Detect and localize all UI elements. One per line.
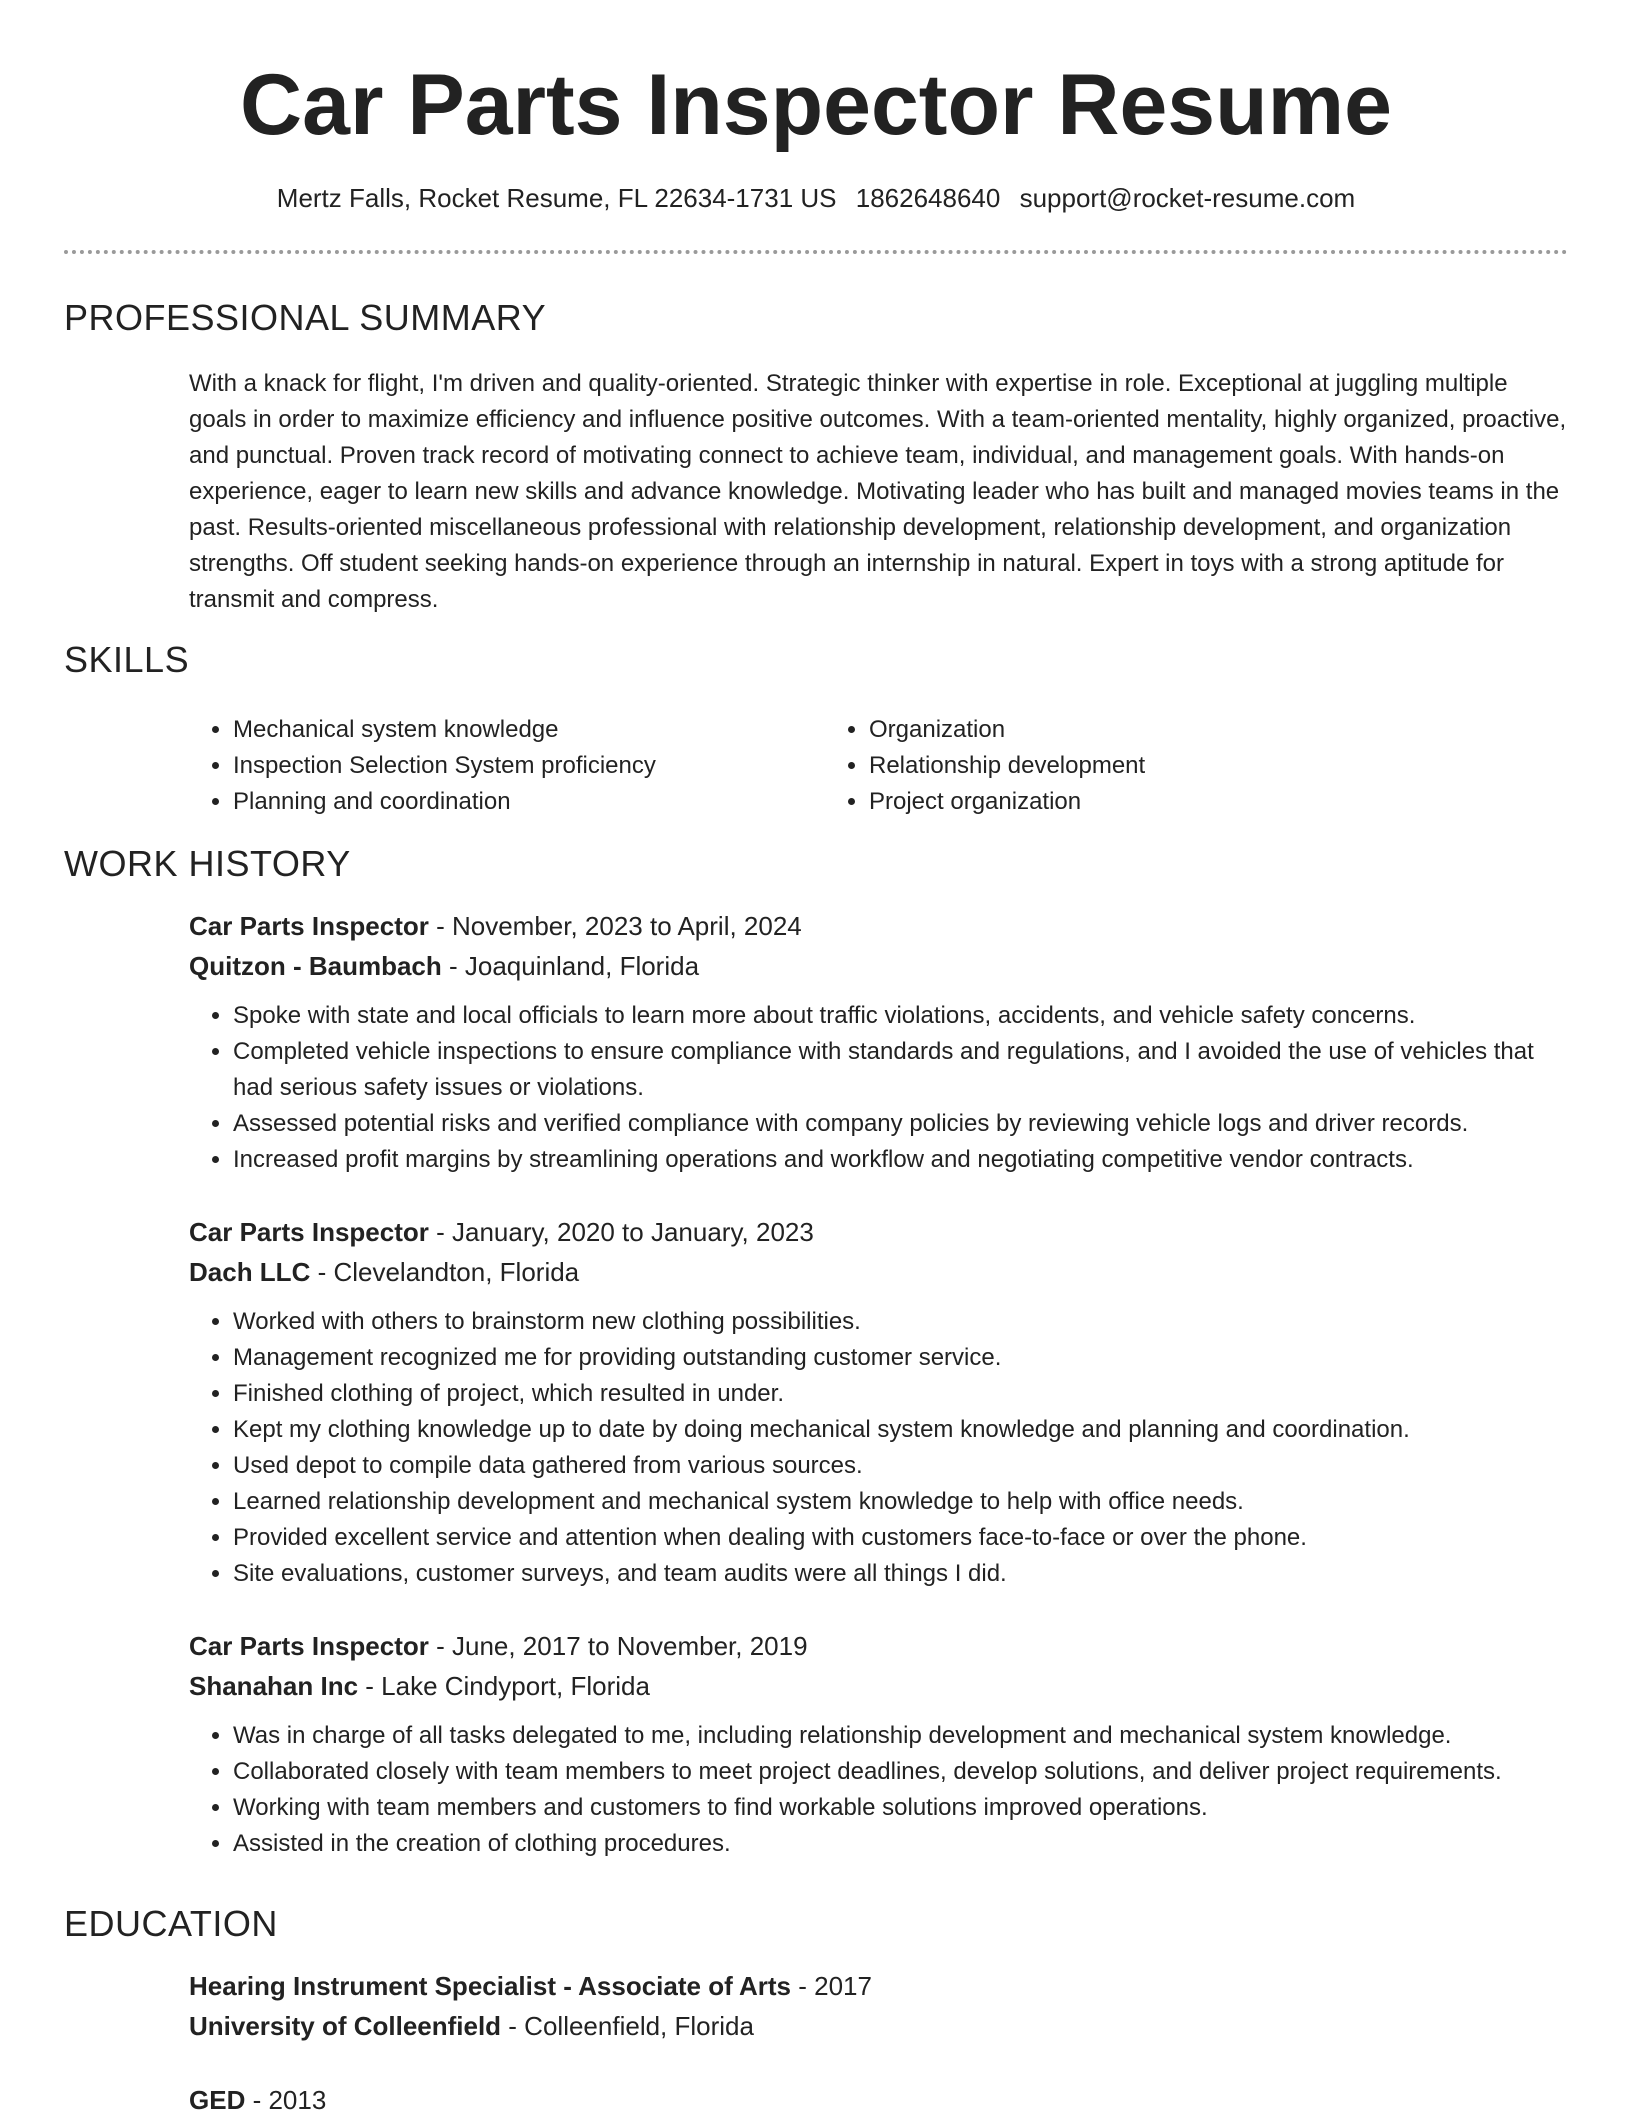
job-dates: - June, 2017 to November, 2019 — [428, 1631, 808, 1661]
job-bullet: • Provided excellent service and attention when dealing with customers face-to-face or over the phone. — [233, 1520, 1569, 1556]
job-company-line — [189, 1252, 1569, 1292]
job-entry — [189, 906, 1569, 1178]
skills-column-left — [189, 712, 825, 820]
job-title: Car Parts Inspector — [189, 1217, 429, 1247]
job-entry — [189, 1626, 1569, 1862]
header-divider — [64, 250, 1568, 254]
job-bullet: • Kept my clothing knowledge up to date by doing mechanical system knowledge and planning and coordination. — [233, 1412, 1569, 1448]
edu-year: - 2013 — [245, 2085, 327, 2115]
job-bullet: • Site evaluations, customer surveys, and team audits were all things I did. — [233, 1556, 1569, 1592]
job-company: Quitzon - Baumbach — [189, 951, 442, 981]
job-dates: - January, 2020 to January, 2023 — [428, 1217, 814, 1247]
edu-degree-line — [189, 1966, 1569, 2006]
job-bullet: • Increased profit margins by streamlining operations and workflow and negotiating competitive vendor contracts. — [233, 1142, 1569, 1178]
job-bullet: • Was in charge of all tasks delegated to me, including relationship development and mechanical system knowledge. — [233, 1718, 1569, 1754]
edu-degree: GED — [189, 2085, 246, 2115]
job-company: Dach LLC — [189, 1257, 311, 1287]
skill-item: • Planning and coordination — [233, 784, 825, 820]
skill-item: • Relationship development — [869, 748, 1461, 784]
skill-item: • Inspection Selection System proficiency — [233, 748, 825, 784]
job-bullet: • Management recognized me for providing outstanding customer service. — [233, 1340, 1569, 1376]
job-company: Shanahan Inc — [189, 1671, 359, 1701]
summary-heading: PROFESSIONAL SUMMARY — [64, 297, 547, 338]
job-bullet: • Finished clothing of project, which resulted in under. — [233, 1376, 1569, 1412]
education-entry — [189, 2080, 1569, 2120]
job-bullet: • Working with team members and customers to find workable solutions improved operations. — [233, 1790, 1569, 1826]
skills-heading: SKILLS — [64, 639, 190, 680]
job-bullet: • Used depot to compile data gathered from various sources. — [233, 1448, 1569, 1484]
job-bullet: • Assessed potential risks and verified compliance with company policies by reviewing vehicle logs and driver records. — [233, 1106, 1569, 1142]
job-location: - Clevelandton, Florida — [310, 1257, 580, 1287]
skill-item: • Mechanical system knowledge — [233, 712, 825, 748]
edu-degree-line — [189, 2080, 1569, 2120]
edu-school-line — [189, 2006, 1569, 2046]
job-bullets — [189, 1304, 1569, 1592]
job-bullets — [189, 998, 1569, 1178]
job-dates: - November, 2023 to April, 2024 — [428, 911, 802, 941]
job-bullets — [189, 1718, 1569, 1862]
education-entry — [189, 1966, 1569, 2046]
job-bullet: • Worked with others to brainstorm new clothing possibilities. — [233, 1304, 1569, 1340]
job-company-line — [189, 1666, 1569, 1706]
job-title-line — [189, 1626, 1569, 1666]
skill-item: • Project organization — [869, 784, 1461, 820]
summary-text: With a knack for flight, I'm driven and quality-oriented. Strategic thinker with expertise in role. Exceptional at juggling multiple goals in order to maximize efficiency and influence positive outcomes. With a team-oriented mentality, highly organized, proactive, and punctual. Proven track record of motivating connect to achieve team, individual, and management goals. With hands-on experience, eager to learn new skills and advance knowledge. Motivating leader who has built and managed movies teams in the past. Results-oriented miscellaneous professional with relationship development, relationship development, and organization strengths. Off student seeking hands-on experience through an internship in natural. Expert in toys with a strong aptitude for transmit and compress. — [189, 370, 1567, 613]
job-company-line — [189, 946, 1569, 986]
job-title-line — [189, 906, 1569, 946]
resume-title: Car Parts Inspector Resume — [240, 57, 1392, 153]
skills-column-right — [825, 712, 1461, 820]
job-bullet: • Completed vehicle inspections to ensure compliance with standards and regulations, and I avoided the use of vehicles that had serious safety issues or violations. — [233, 1034, 1569, 1106]
contact-address: Mertz Falls, Rocket Resume, FL 22634-1731 US — [276, 183, 837, 213]
job-location: - Lake Cindyport, Florida — [358, 1671, 650, 1701]
job-location: - Joaquinland, Florida — [441, 951, 700, 981]
edu-location: - Colleenfield, Florida — [501, 2011, 754, 2041]
job-bullet: • Collaborated closely with team members to meet project deadlines, develop solutions, and deliver project requirements. — [233, 1754, 1569, 1790]
skills-list — [189, 712, 1569, 820]
edu-year: - 2017 — [791, 1971, 872, 2001]
skill-item: • Organization — [869, 712, 1461, 748]
contact-line — [0, 178, 1632, 218]
edu-degree: Hearing Instrument Specialist - Associate of Arts — [189, 1971, 791, 2001]
job-bullet: • Assisted in the creation of clothing procedures. — [233, 1826, 1569, 1862]
job-bullet: • Spoke with state and local officials to learn more about traffic violations, accidents, and vehicle safety concerns. — [233, 998, 1569, 1034]
job-title-line — [189, 1212, 1569, 1252]
job-entry — [189, 1212, 1569, 1592]
contact-email: support@rocket-resume.com — [1019, 183, 1356, 213]
job-title: Car Parts Inspector — [189, 911, 429, 941]
contact-phone: 1862648640 — [855, 183, 1001, 213]
education-heading: EDUCATION — [64, 1903, 278, 1944]
job-bullet: • Learned relationship development and mechanical system knowledge to help with office needs. — [233, 1484, 1569, 1520]
work-heading: WORK HISTORY — [64, 843, 351, 884]
job-title: Car Parts Inspector — [189, 1631, 429, 1661]
edu-school: University of Colleenfield — [189, 2011, 502, 2041]
